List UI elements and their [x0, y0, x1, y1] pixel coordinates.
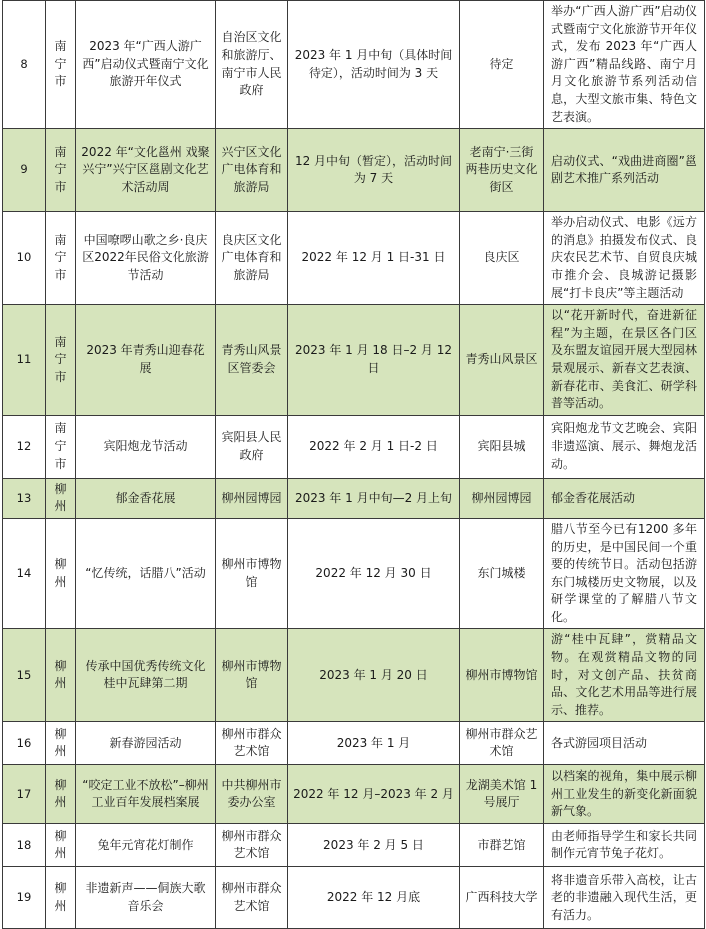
row-number: 16 — [3, 722, 46, 765]
organizer-cell: 自治区文化和旅游厅、南宁市人民政府 — [216, 1, 288, 129]
content-cell: 宾阳炮龙节文艺晚会、宾阳非遗巡演、展示、舞炮龙活动。 — [544, 415, 705, 478]
content-cell: 将非遗音乐带入高校，让古老的非遗融入现代生活，更有活力。 — [544, 867, 705, 929]
place-cell: 柳州市群众艺术馆 — [460, 722, 544, 765]
table-row — [3, 305, 705, 416]
city-cell: 柳州 — [46, 722, 76, 765]
time-cell: 2022 年 2 月 1 日-2 日 — [288, 415, 460, 478]
city-cell: 柳州 — [46, 765, 76, 824]
table-row — [3, 765, 705, 824]
content-cell: 郁金香花展活动 — [544, 478, 705, 518]
time-cell: 2022 年 12 月 30 日 — [288, 518, 460, 629]
city-cell: 南宁市 — [46, 212, 76, 305]
table-row — [3, 478, 705, 518]
place-cell: 良庆区 — [460, 212, 544, 305]
organizer-cell: 兴宁区文化广电体育和旅游局 — [216, 129, 288, 212]
time-cell: 2023 年 1 月中旬（具体时间待定），活动时间为 3 天 — [288, 1, 460, 129]
organizer-cell: 柳州市群众艺术馆 — [216, 722, 288, 765]
place-cell: 老南宁·三街两巷历史文化街区 — [460, 129, 544, 212]
organizer-cell: 柳州市群众艺术馆 — [216, 867, 288, 929]
city-cell: 柳州 — [46, 478, 76, 518]
place-cell: 市群艺馆 — [460, 824, 544, 867]
row-number: 18 — [3, 824, 46, 867]
place-cell: 柳州园博园 — [460, 478, 544, 518]
place-cell: 宾阳县城 — [460, 415, 544, 478]
table-row — [3, 824, 705, 867]
city-cell: 柳州 — [46, 867, 76, 929]
content-cell: 举办“广西人游广西”启动仪式暨南宁文化旅游节开年仪式，发布 2023 年“广西人游广西”精品线路、南宁月月文化旅游节系列活动信息，大型文旅市集、特色文艺表演。 — [544, 1, 705, 129]
time-cell: 2023 年 1 月 18 日–2 月 12 日 — [288, 305, 460, 416]
city-cell: 柳州 — [46, 824, 76, 867]
table-row — [3, 629, 705, 722]
activity-name-cell: 郁金香花展 — [76, 478, 216, 518]
place-cell: 柳州市博物馆 — [460, 629, 544, 722]
place-cell: 龙湖美术馆 1 号展厅 — [460, 765, 544, 824]
row-number: 19 — [3, 867, 46, 929]
activity-name-cell: 2022 年“文化邕州 戏聚兴宁”兴宁区邕剧文化艺术活动周 — [76, 129, 216, 212]
activity-name-cell: 2023 年青秀山迎春花展 — [76, 305, 216, 416]
activity-name-cell: 2023 年“广西人游广西”启动仪式暨南宁文化旅游开年仪式 — [76, 1, 216, 129]
row-number: 15 — [3, 629, 46, 722]
organizer-cell: 柳州园博园 — [216, 478, 288, 518]
activity-name-cell: 传承中国优秀传统文化桂中瓦肆第二期 — [76, 629, 216, 722]
row-number: 8 — [3, 1, 46, 129]
organizer-cell: 柳州市博物馆 — [216, 518, 288, 629]
city-cell: 柳州 — [46, 518, 76, 629]
time-cell: 2022 年 12 月–2023 年 2 月 — [288, 765, 460, 824]
activities-table — [2, 0, 705, 929]
row-number: 13 — [3, 478, 46, 518]
time-cell: 12 月中旬（暂定），活动时间为 7 天 — [288, 129, 460, 212]
table-row — [3, 129, 705, 212]
organizer-cell: 中共柳州市委办公室 — [216, 765, 288, 824]
organizer-cell: 宾阳县人民政府 — [216, 415, 288, 478]
content-cell: 各式游园项目活动 — [544, 722, 705, 765]
city-cell: 南宁市 — [46, 1, 76, 129]
activity-name-cell: 中国嘹啰山歌之乡·良庆区2022年民俗文化旅游节活动 — [76, 212, 216, 305]
activity-name-cell: 新春游园活动 — [76, 722, 216, 765]
row-number: 14 — [3, 518, 46, 629]
organizer-cell: 青秀山风景区管委会 — [216, 305, 288, 416]
time-cell: 2022 年 12 月 1 日-31 日 — [288, 212, 460, 305]
time-cell: 2022 年 12 月底 — [288, 867, 460, 929]
content-cell: 以“花开新时代，奋进新征程”为主题，在景区各门区及东盟友谊园开展大型园林景观展示、新春文艺表演、新春花市、美食汇、研学科普等活动。 — [544, 305, 705, 416]
table-row — [3, 415, 705, 478]
place-cell: 青秀山风景区 — [460, 305, 544, 416]
row-number: 12 — [3, 415, 46, 478]
time-cell: 2023 年 2 月 5 日 — [288, 824, 460, 867]
place-cell: 广西科技大学 — [460, 867, 544, 929]
table-row — [3, 722, 705, 765]
time-cell: 2023 年 1 月中旬—2 月上旬 — [288, 478, 460, 518]
time-cell: 2023 年 1 月 20 日 — [288, 629, 460, 722]
activity-name-cell: “忆传统，话腊八”活动 — [76, 518, 216, 629]
time-cell: 2023 年 1 月 — [288, 722, 460, 765]
activity-name-cell: 宾阳炮龙节活动 — [76, 415, 216, 478]
row-number: 9 — [3, 129, 46, 212]
content-cell: 由老师指导学生和家长共同制作元宵节兔子花灯。 — [544, 824, 705, 867]
content-cell: 启动仪式、“戏曲进商圈”邕剧艺术推广系列活动 — [544, 129, 705, 212]
activities-table-body — [3, 1, 705, 929]
place-cell: 待定 — [460, 1, 544, 129]
content-cell: 腊八节至今已有1200 多年的历史，是中国民间一个重要的传统节日。活动包括游东门城楼历史文物展，以及研学课堂的了解腊八节文化。 — [544, 518, 705, 629]
table-row — [3, 212, 705, 305]
table-row — [3, 867, 705, 929]
row-number: 10 — [3, 212, 46, 305]
city-cell: 南宁市 — [46, 129, 76, 212]
row-number: 17 — [3, 765, 46, 824]
activity-name-cell: 非遗新声——侗族大歌音乐会 — [76, 867, 216, 929]
city-cell: 南宁市 — [46, 415, 76, 478]
organizer-cell: 柳州市群众艺术馆 — [216, 824, 288, 867]
organizer-cell: 柳州市博物馆 — [216, 629, 288, 722]
city-cell: 柳州 — [46, 629, 76, 722]
city-cell: 南宁市 — [46, 305, 76, 416]
activity-name-cell: 兔年元宵花灯制作 — [76, 824, 216, 867]
place-cell: 东门城楼 — [460, 518, 544, 629]
content-cell: 举办启动仪式、电影《远方的消息》拍摄发布仪式、良庆农民艺术节、自贸良庆城市推介会、良城游记摄影展“打卡良庆”等主题活动 — [544, 212, 705, 305]
content-cell: 游“桂中瓦肆”，赏精品文物。在观赏精品文物的同时，对文创产品、扶贫商品、文化艺术用品等进行展示、推荐。 — [544, 629, 705, 722]
row-number: 11 — [3, 305, 46, 416]
table-row — [3, 1, 705, 129]
table-row — [3, 518, 705, 629]
content-cell: 以档案的视角，集中展示柳州工业发生的新变化新面貌新气象。 — [544, 765, 705, 824]
organizer-cell: 良庆区文化广电体育和旅游局 — [216, 212, 288, 305]
activity-name-cell: “咬定工业不放松”–柳州工业百年发展档案展 — [76, 765, 216, 824]
